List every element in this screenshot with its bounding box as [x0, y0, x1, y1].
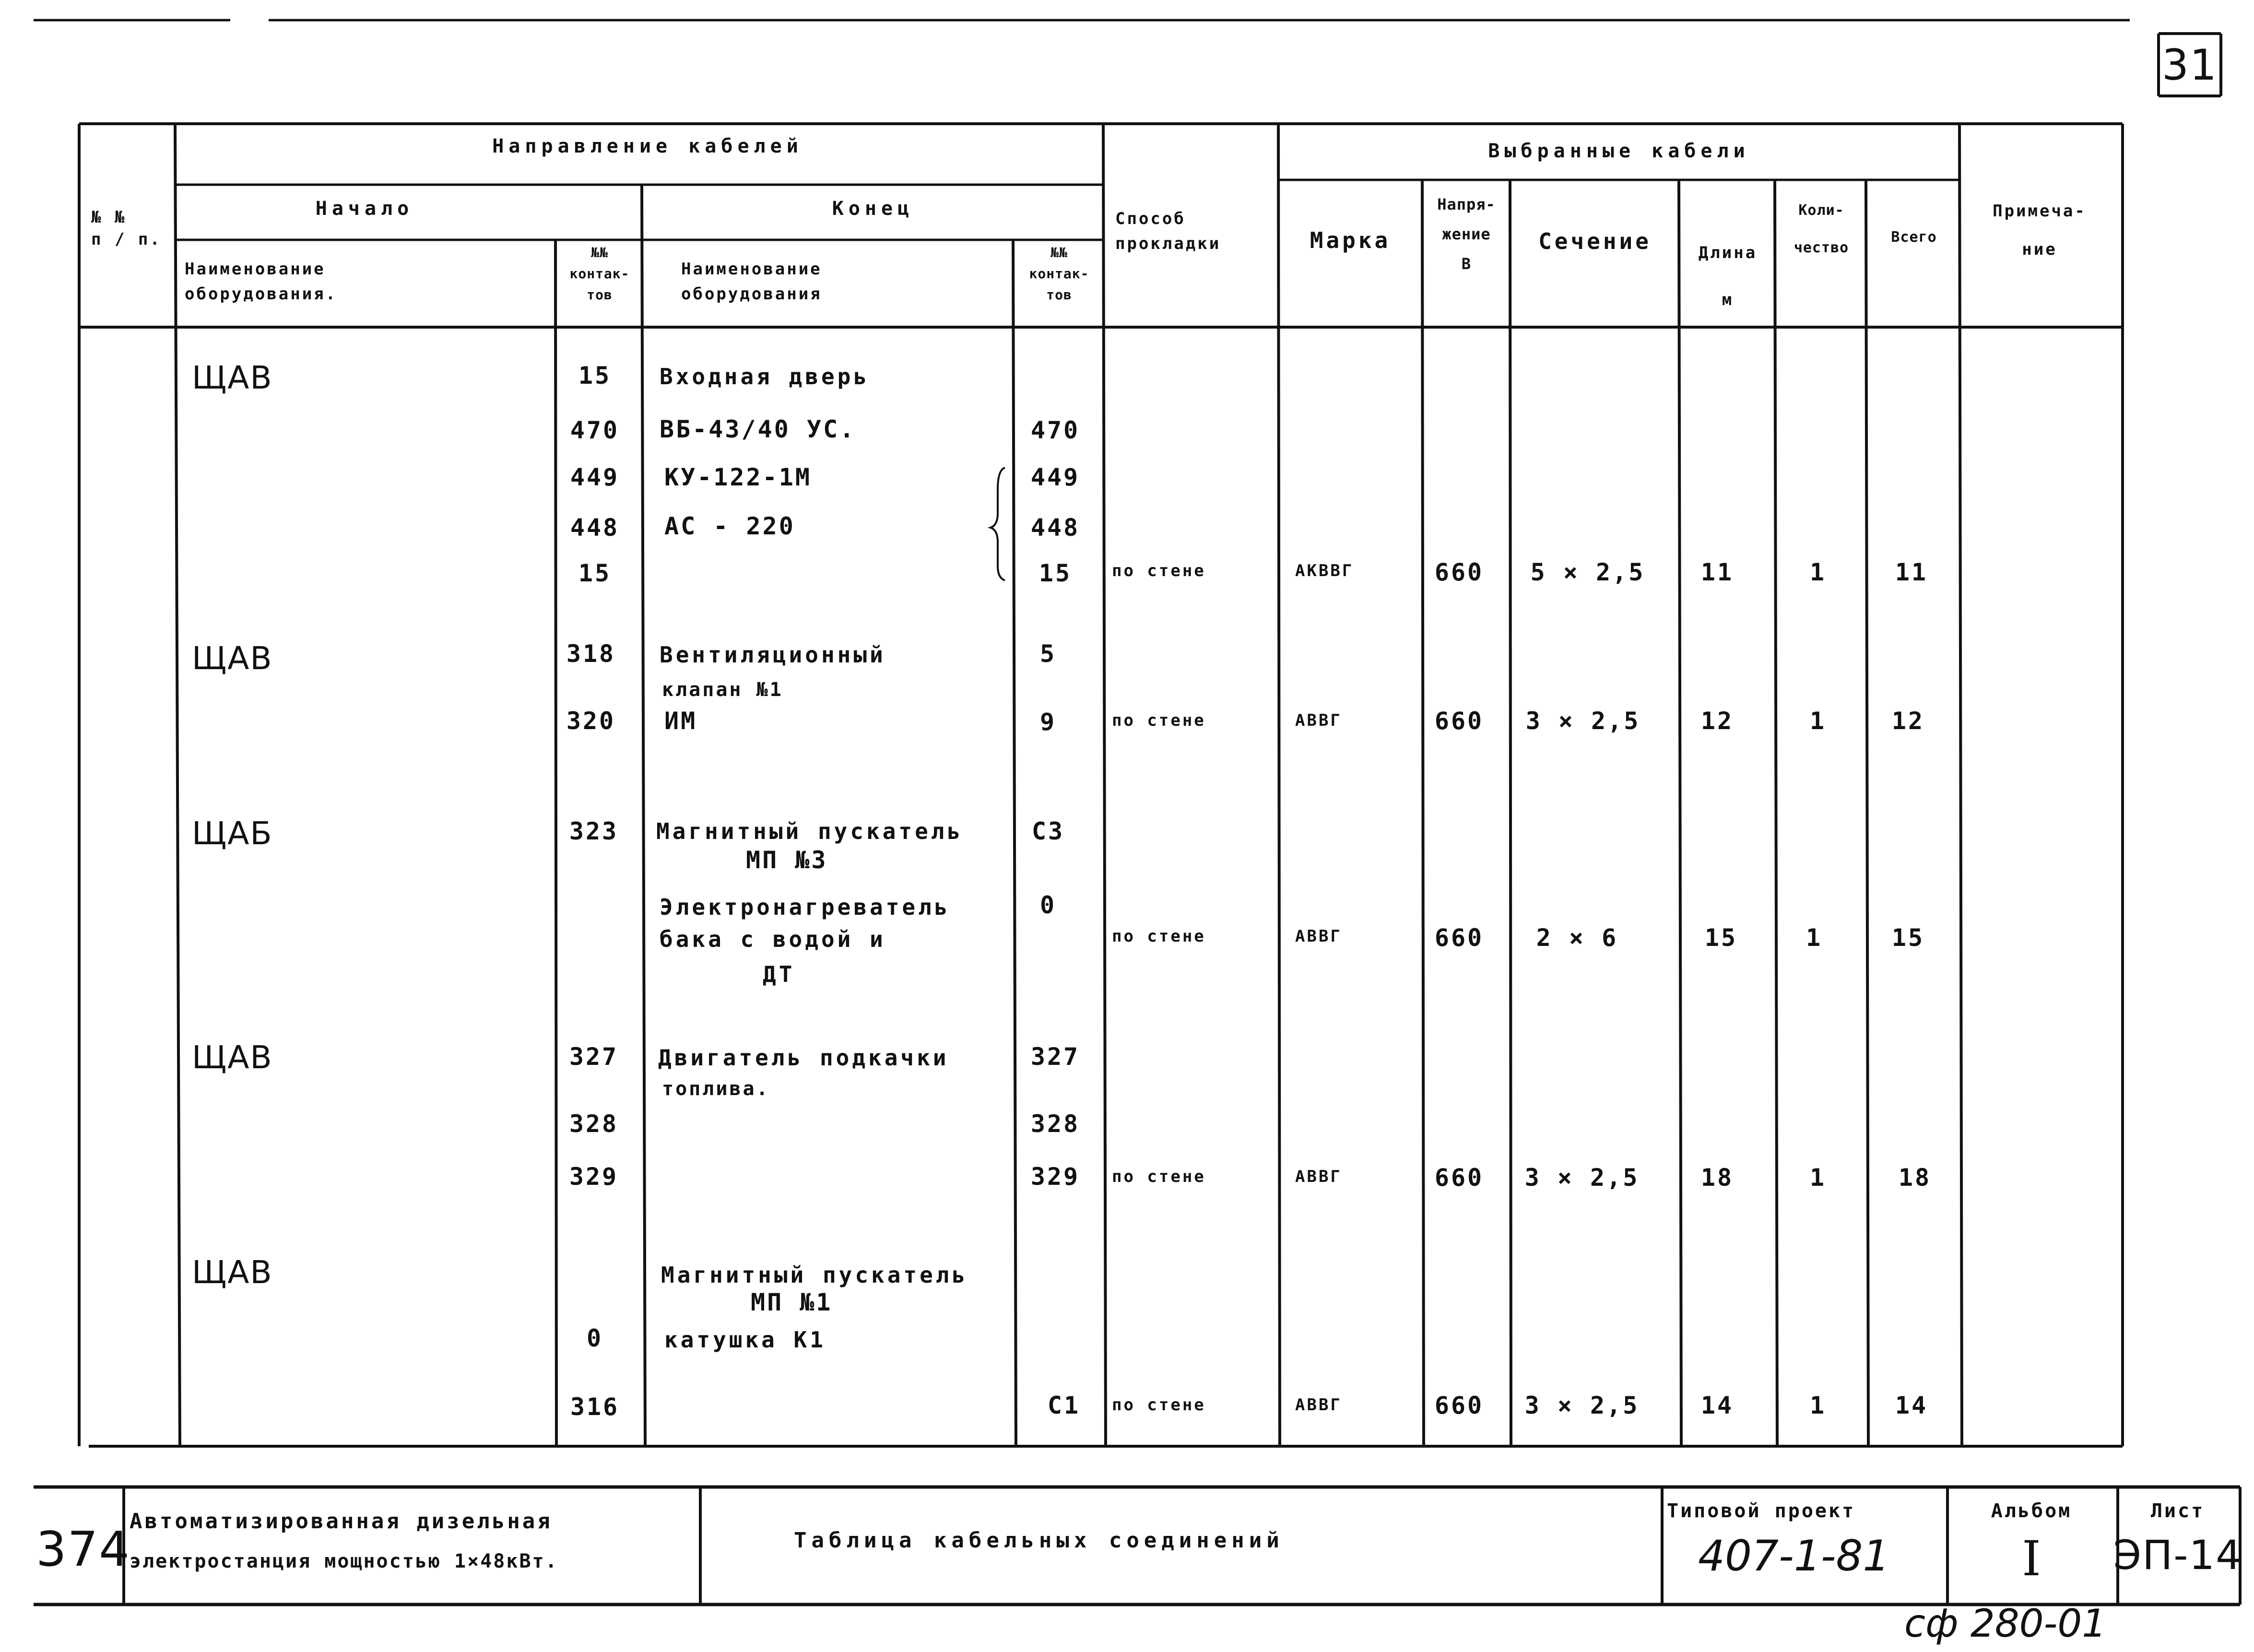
cable-quantity: 1: [1809, 558, 1827, 586]
start-contact: 320: [566, 707, 616, 735]
end-contact: 470: [1030, 416, 1080, 444]
cable-section: 3 × 2,5: [1525, 707, 1640, 735]
end-equipment-name: ДТ: [763, 961, 795, 987]
drawing-title: Таблица кабельных соединений: [794, 1528, 1284, 1553]
laying-method: по стене: [1112, 1395, 1206, 1415]
end-contact: С1: [1047, 1392, 1081, 1419]
laying-method: по стене: [1112, 1167, 1206, 1186]
start-contact: 328: [569, 1110, 619, 1138]
header-contacts-start: №№ контак- тов: [569, 245, 630, 303]
start-contact: 15: [578, 559, 612, 587]
cable-total: 11: [1895, 558, 1928, 586]
end-equipment-name: МП №3: [746, 846, 828, 874]
end-equipment-name: АС - 220: [664, 512, 795, 540]
end-contact: 329: [1030, 1163, 1080, 1191]
cable-section: 2 × 6: [1536, 924, 1618, 952]
cable-voltage: 660: [1434, 1164, 1484, 1192]
end-equipment-name: бака с водой и: [660, 926, 886, 952]
cable-section: 3 × 2,5: [1524, 1164, 1640, 1192]
cable-total: 18: [1898, 1164, 1932, 1192]
end-equipment-name: Вентиляционный: [660, 642, 886, 668]
header-start: Начало: [315, 198, 414, 220]
start-contact: 318: [566, 640, 616, 668]
end-equipment-name: Магнитный пускатель: [656, 818, 964, 844]
typical-project-number: 407-1-81: [1698, 1531, 1890, 1581]
start-contact: 0: [586, 1324, 603, 1352]
end-equipment-name: МП №1: [751, 1288, 833, 1316]
cable-total: 14: [1895, 1392, 1928, 1419]
sheet-reference: 374: [36, 1521, 130, 1577]
cable-brand: АКВВГ: [1295, 561, 1354, 580]
start-equipment-name: ЩАВ: [192, 640, 273, 677]
cable-section: 5 × 2,5: [1530, 558, 1645, 586]
start-contact: 449: [570, 463, 620, 491]
start-contact: 316: [570, 1393, 620, 1421]
cable-quantity: 1: [1809, 707, 1827, 735]
cable-length: 12: [1700, 707, 1734, 735]
header-direction: Направление кабелей: [492, 135, 803, 157]
album-value: I: [2022, 1531, 2041, 1587]
end-equipment-name: КУ-122-1М: [664, 463, 812, 491]
end-equipment-name: ВБ-43/40 УС.: [660, 415, 856, 443]
end-equipment-name: ИМ: [664, 707, 697, 735]
header-selected-cables: Выбранные кабели: [1488, 140, 1750, 162]
album-label: Альбом: [1991, 1500, 2072, 1522]
cable-quantity: 1: [1809, 1392, 1827, 1419]
header-length: Длина м: [1698, 243, 1758, 309]
header-equipment-end: Наименование оборудования: [681, 260, 822, 304]
cable-total: 12: [1891, 707, 1925, 735]
start-contact: 323: [569, 817, 619, 845]
end-contact: 328: [1030, 1110, 1080, 1138]
laying-method: по стене: [1112, 927, 1206, 946]
cable-brand: АВВГ: [1295, 1395, 1342, 1415]
cable-length: 18: [1700, 1164, 1734, 1192]
end-contact: 327: [1030, 1043, 1080, 1071]
end-equipment-name: Входная дверь: [660, 364, 870, 389]
sheet-value: ЭП-14: [2113, 1532, 2242, 1579]
header-voltage: Напря- жение В: [1437, 195, 1496, 273]
start-contact: 470: [570, 416, 620, 444]
start-contact: 448: [570, 514, 620, 542]
laying-method: по стене: [1112, 711, 1206, 730]
cable-brand: АВВГ: [1295, 711, 1342, 730]
end-equipment-name: катушка К1: [664, 1327, 826, 1353]
project-name-line1: Автоматизированная дизельная: [130, 1509, 553, 1534]
end-equipment-name: Магнитный пускатель: [661, 1262, 968, 1288]
cable-quantity: 1: [1806, 924, 1823, 952]
header-contacts-end: №№ контак- тов: [1029, 245, 1089, 303]
start-contact: 15: [578, 362, 612, 389]
cable-total: 15: [1891, 924, 1925, 952]
cable-voltage: 660: [1434, 1392, 1484, 1419]
project-name-line2: электростанция мощностью 1×48кВт.: [130, 1550, 558, 1572]
cable-length: 15: [1704, 924, 1738, 952]
cable-length: 14: [1700, 1392, 1734, 1419]
end-equipment-name: Электронагреватель: [660, 894, 951, 920]
header-note: Примеча- ние: [1993, 201, 2087, 259]
footer-code: сф 280-01: [1904, 1601, 2107, 1646]
cable-quantity: 1: [1809, 1164, 1827, 1192]
header-brand: Марка: [1310, 227, 1391, 253]
header-number: № № п / п.: [91, 208, 162, 249]
cable-brand: АВВГ: [1295, 1167, 1342, 1186]
start-contact: 327: [569, 1043, 619, 1071]
header-method: Способ прокладки: [1115, 209, 1221, 253]
end-equipment-name: Двигатель подкачки: [658, 1045, 949, 1071]
end-contact: 448: [1030, 514, 1080, 542]
cable-section: 3 × 2,5: [1524, 1392, 1640, 1419]
end-contact: С3: [1031, 817, 1065, 845]
end-equipment-name: топлива.: [662, 1078, 770, 1100]
end-contact: 5: [1039, 640, 1057, 668]
typical-project-label: Типовой проект: [1667, 1500, 1856, 1522]
end-contact: 0: [1039, 891, 1057, 919]
start-equipment-name: ЩАВ: [192, 359, 273, 396]
cable-brand: АВВГ: [1295, 927, 1342, 946]
header-quantity: Коли- чество: [1794, 202, 1849, 256]
header-end: Конец: [832, 198, 914, 220]
laying-method: по стене: [1112, 561, 1206, 580]
cable-voltage: 660: [1434, 924, 1484, 952]
sheet-label: Лист: [2150, 1500, 2205, 1522]
end-contact: 15: [1038, 559, 1072, 587]
end-equipment-name: клапан №1: [662, 679, 783, 701]
cable-length: 11: [1700, 558, 1734, 586]
header-section: Сечение: [1538, 228, 1652, 254]
start-equipment-name: ЩАВ: [192, 1254, 273, 1291]
header-total: Всего: [1891, 229, 1937, 246]
start-contact: 329: [569, 1163, 619, 1191]
cable-voltage: 660: [1434, 558, 1484, 586]
cable-voltage: 660: [1434, 707, 1484, 735]
end-contact: 449: [1030, 463, 1080, 491]
start-equipment-name: ЩАБ: [192, 815, 273, 852]
header-equipment-start: Наименование оборудования.: [185, 260, 338, 304]
start-equipment-name: ЩАВ: [192, 1039, 273, 1076]
end-contact: 9: [1039, 708, 1057, 736]
sheet-corner-number: 31: [2162, 40, 2218, 90]
